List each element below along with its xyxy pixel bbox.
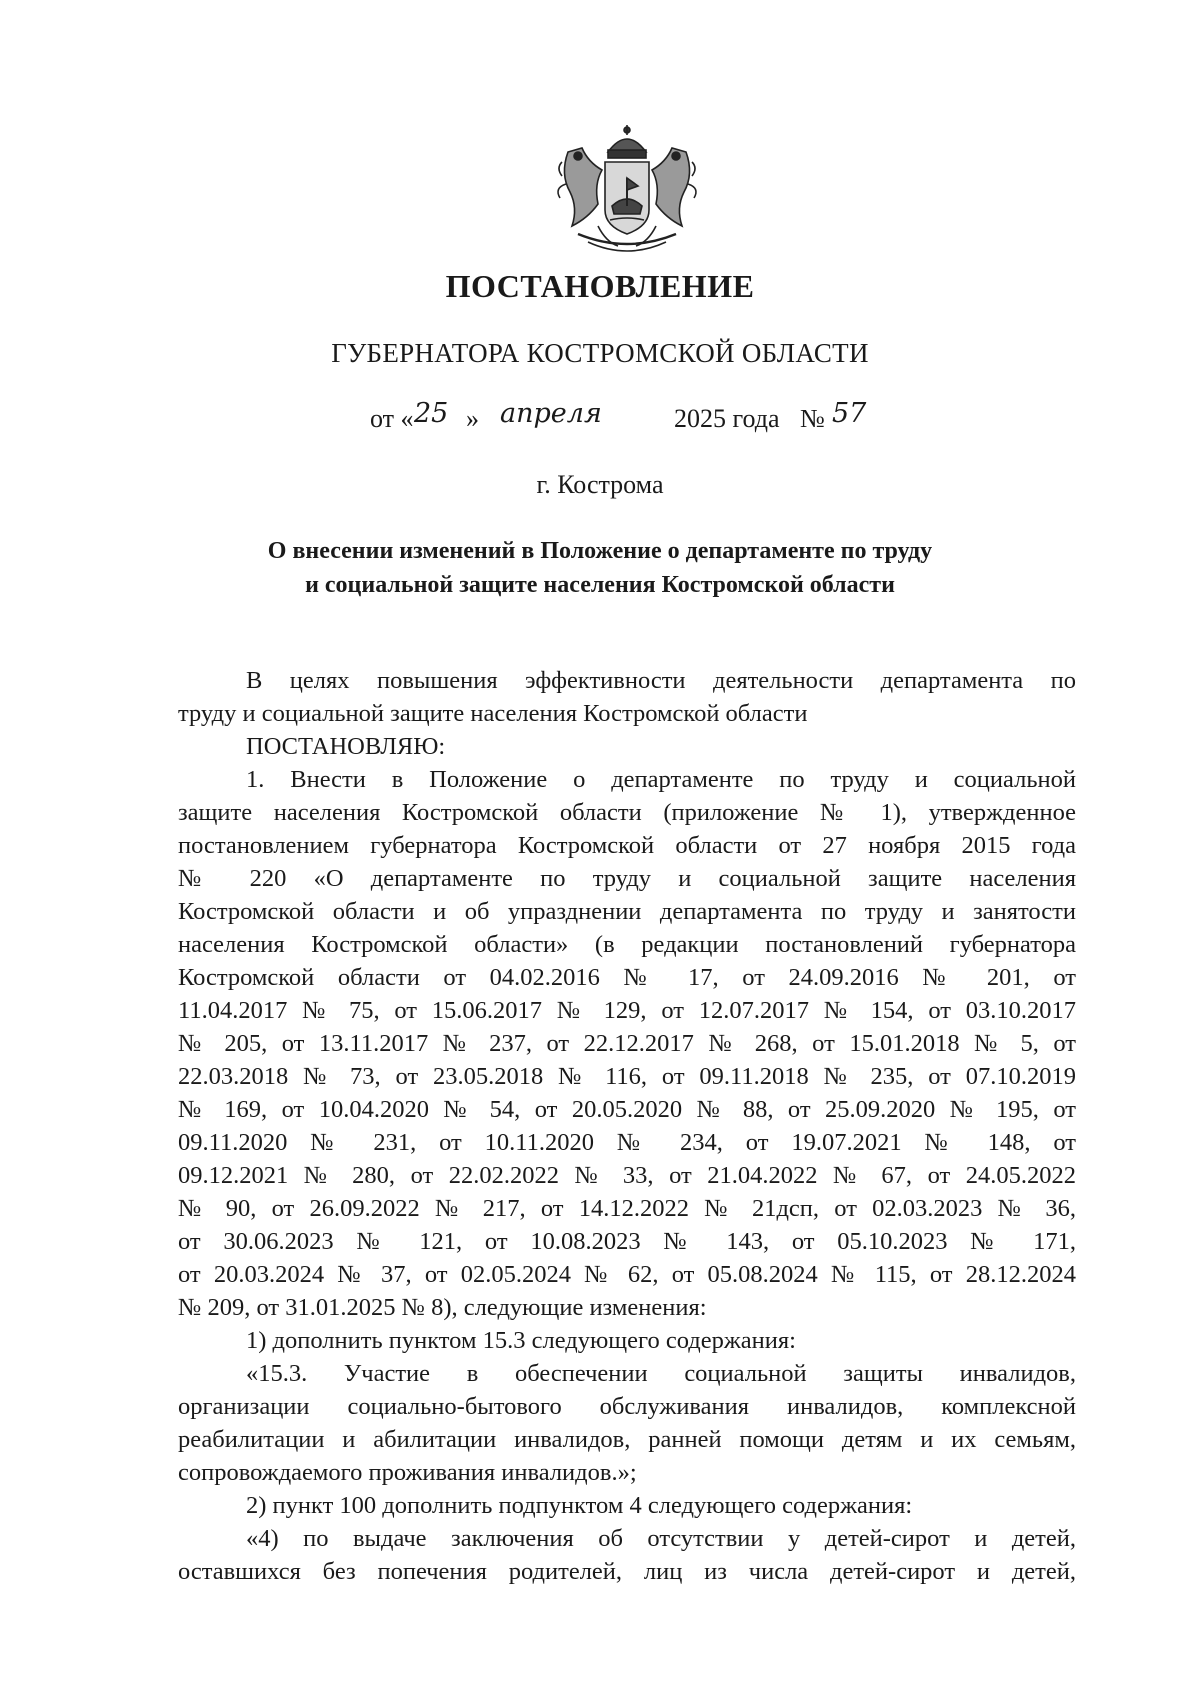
- document-title: ПОСТАНОВЛЕНИЕ: [445, 268, 755, 304]
- decree-number-handwritten: 57: [832, 398, 867, 429]
- number-label: №: [800, 404, 825, 433]
- subitem2: 2) пункт 100 дополнить подпунктом 4 следующего содержания:: [246, 1492, 913, 1519]
- document-body: [178, 664, 1076, 1588]
- quote2-line: оставшихся без попечения родителей, лиц из числа детей-сирот и детей,: [178, 1558, 1076, 1585]
- date-month-handwritten: апреля: [500, 398, 602, 429]
- date-day-handwritten: 25: [414, 398, 449, 429]
- city: г. Кострома: [536, 470, 664, 499]
- subitem1: 1) дополнить пунктом 15.3 следующего содержания:: [246, 1327, 796, 1354]
- decree-heading: [0, 534, 1200, 602]
- item1-line: от 20.03.2024 № 37, от 02.05.2024 № 62, от 05.08.2024 № 115, от 28.12.2024: [178, 1261, 1076, 1288]
- date-prefix: от «: [370, 404, 414, 433]
- item1-line: № 169, от 10.04.2020 № 54, от 20.05.2020 № 88, от 25.09.2020 № 195, от: [178, 1096, 1076, 1123]
- item1-line: постановлением губернатора Костромской области от 27 ноября 2015 года: [178, 832, 1076, 859]
- preamble-line: труду и социальной защите населения Костромской области: [178, 700, 808, 727]
- item1-line: № 205, от 13.11.2017 № 237, от 22.12.2017 № 268, от 15.01.2018 № 5, от: [178, 1030, 1076, 1057]
- decree-heading-line: и социальной защите населения Костромской области: [305, 572, 895, 598]
- coat-of-arms-emblem: [548, 122, 706, 262]
- item1-line: 09.12.2021 № 280, от 22.02.2022 № 33, от 21.04.2022 № 67, от 24.05.2022: [178, 1162, 1076, 1189]
- decree-heading-line: О внесении изменений в Положение о департаменте по труду: [267, 538, 933, 564]
- issuing-authority: ГУБЕРНАТОРА КОСТРОМСКОЙ ОБЛАСТИ: [331, 338, 869, 368]
- decree-word: ПОСТАНОВЛЯЮ:: [246, 733, 446, 760]
- quote1-line: сопровождаемого проживания инвалидов.»;: [178, 1459, 637, 1486]
- quote1-line: реабилитации и абилитации инвалидов, ранней помощи детям и их семьям,: [178, 1426, 1076, 1453]
- quote1-line: «15.3. Участие в обеспечении социальной защиты инвалидов,: [246, 1360, 1076, 1387]
- item1-line: Костромской области и об упразднении департамента по труду и занятости: [178, 898, 1076, 925]
- date-year: 2025 года: [674, 404, 780, 433]
- item1-line: защите населения Костромской области (приложение № 1), утвержденное: [178, 799, 1076, 826]
- item1-line: населения Костромской области» (в редакции постановлений губернатора: [178, 931, 1076, 958]
- item1-line: 1. Внести в Положение о департаменте по труду и социальной: [246, 766, 1076, 793]
- item1-line: 11.04.2017 № 75, от 15.06.2017 № 129, от 12.07.2017 № 154, от 03.10.2017: [178, 997, 1076, 1024]
- item1-line: от 30.06.2023 № 121, от 10.08.2023 № 143, от 05.10.2023 № 171,: [178, 1228, 1076, 1255]
- item1-line: 09.11.2020 № 231, от 10.11.2020 № 234, от 19.07.2021 № 148, от: [178, 1129, 1076, 1156]
- item1-line: Костромской области от 04.02.2016 № 17, от 24.09.2016 № 201, от: [178, 964, 1076, 991]
- item1-line: № 209, от 31.01.2025 № 8), следующие изменения:: [178, 1294, 707, 1321]
- quote1-line: организации социально-бытового обслуживания инвалидов, комплексной: [178, 1393, 1076, 1420]
- item1-line: № 220 «О департаменте по труду и социальной защите населения: [178, 865, 1076, 892]
- date-quote-close: »: [466, 404, 479, 433]
- item1-line: № 90, от 26.09.2022 № 217, от 14.12.2022 № 21дсп, от 02.03.2023 № 36,: [178, 1195, 1076, 1222]
- item1-line: 22.03.2018 № 73, от 23.05.2018 № 116, от 09.11.2018 № 235, от 07.10.2019: [178, 1063, 1076, 1090]
- quote2-line: «4) по выдаче заключения об отсутствии у детей-сирот и детей,: [246, 1525, 1076, 1552]
- preamble-line: В целях повышения эффективности деятельности департамента по: [246, 667, 1076, 694]
